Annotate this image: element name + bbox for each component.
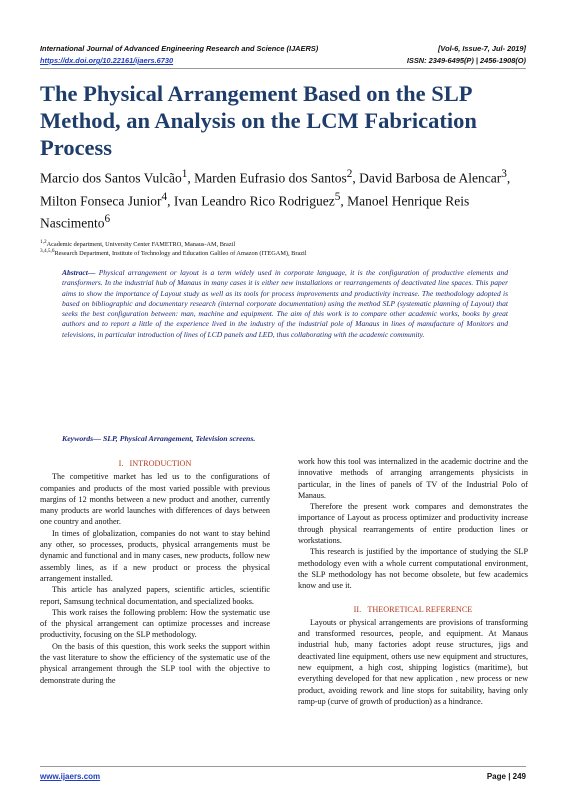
keywords-label: Keywords— [62,434,101,443]
section-heading-theoretical-reference [298,604,528,615]
page-number: Page | 249 [486,772,526,781]
doi-link[interactable]: https://dx.doi.org/10.22161/ijaers.6730 [40,56,174,65]
author-name: , David Barbosa de Alencar [352,170,502,186]
author-superscript: 2 [346,168,353,180]
paragraph: Layouts or physical arrangements are provisions of transforming and transformed resources, people, and equipment. At Manaus industrial hub, many factories adopt reuse structures, jigs and deactivated line equipment, others use new equipment and structures, new equipment, a high cost, shipping logistics (maritime), but everything developed for that new application , new process or new product, avoiding rework and line stops for suitability, having only ramp-up (curve of growth of production) as a hindrance. [298,617,528,706]
keywords-text: SLP, Physical Arrangement, Television screens. [101,434,256,443]
footer-rule [40,766,526,767]
journal-name: International Journal of Advanced Engineering Research and Science (IJAERS) [40,44,319,53]
paragraph-continuation: work how this tool was internalized in the academic doctrine and the innovative methods of arranging arrangements physicists in particular, in the lines of panels of TV of the Industrial Polo of Manaus. [298,457,528,500]
paragraph: On the basis of this question, this work seeks the support within the vast literature to show the efficiency of the systematic use of the physical arrangement through the SLP tool with the objective to demonstrate during the [40,641,270,685]
affiliation-text: Academic department, University Center FAMETRO, Manaus-AM, Brazil [46,241,236,249]
issn: ISSN: 2349-6495(P) | 2456-1908(O) [406,56,526,65]
volume-info: [Vol-6, Issue-7, Jul- 2019] [437,44,526,53]
author-superscript: 3 [501,168,507,180]
author-name: , Marden Eufrasio dos Santos [187,170,347,186]
section-title: THEORETICAL REFERENCE [367,604,473,614]
keywords [62,434,508,443]
affiliation-text: Research Department, Institute of Technology and Education Galileo of Amazon (ITEGAM), Brazil [54,250,307,258]
abstract [62,268,508,340]
abstract-label: Abstract— [62,268,96,277]
website-link[interactable]: www.ijaers.com [40,772,101,781]
paragraph: The competitive market has led us to the configurations of companies and products of the most varied possible with previous margins of 12 months between a new product and another, currently many products are world launches with differences of days between one country and another. [40,472,270,527]
affiliation-2 [40,247,526,258]
author-name: Marcio dos Santos Vulcão [40,170,182,186]
author-superscript: 5 [334,190,341,203]
paragraph: This article has analyzed papers, scientific articles, scientific report, Samsung technical documentation, and specialized books. [40,585,270,606]
section-title: INTRODUCTION [129,459,192,468]
affiliation-superscript: 1,2 [40,239,47,245]
left-column [40,456,270,686]
paper-title: The Physical Arrangement Based on the SLP Method, an Analysis on the LCM Fabrication Process [40,81,477,160]
affiliation-superscript: 3,4,5,6 [40,248,55,254]
author-name: , Manoel Henrique Reis Nascimento [40,193,470,231]
right-column [298,456,528,707]
author-list [40,165,530,233]
section-heading-introduction [40,458,270,469]
author-name: , Ivan Leandro Rico Rodriguez [167,193,335,208]
author-superscript: 6 [104,213,111,225]
paragraph: In times of globalization, companies do not want to stay behind any other, so processes, products, physical arrangements must be dynamic and functional and in many cases, new products, follow new assembly lines, as if a new product or process the physical arrangement installed. [40,528,270,583]
section-number: I. [118,459,124,468]
author-superscript: 4 [161,190,168,203]
author-superscript: 1 [181,168,188,180]
header-rule [40,68,526,69]
section-gap [298,592,528,602]
paragraph: Therefore the present work compares and demonstrates the importance of Layout as process optimizer and productivity increase through physical rearrangements of entire production lines or workstations. [298,502,528,546]
author-name: , Milton Fonseca Junior [40,170,511,208]
paragraph: This research is justified by the importance of studying the SLP methodology even with a whole current computational environment, the SLP methodology has not become obsolete, but few academics know and use it. [298,547,528,591]
abstract-text: Physical arrangement or layout is a term widely used in corporate language, it is the configuration of productive elements and transformers. In the industrial hub of Manaus in many cases it is either new installations or rearrangements of deactivated line spaces. This paper aims to show the importance of Layout study as well as its tools for process improvements and productivity increase. The methodology adopted is based on bibliographic and documentary research (internal corporate documentation) using the method SLP (systematic planning of Layout) that seeks the best configuration between: man, machine and equipment. The aim of this work is to compare other academic works, books by great authors and to report a little of the experience lived in the industry of the industrial pole of Manaus in lines of manufacture of Monitors and televisions, in particular introduction of lines of LCD panels and LED, thus collaborating with the academic community. [62,268,508,339]
section-number: II. [353,604,362,614]
paragraph: This work raises the following problem: How the systematic use of the physical arrangement can optimize processes and increase productivity, focusing on the SLP methodology. [40,607,270,640]
